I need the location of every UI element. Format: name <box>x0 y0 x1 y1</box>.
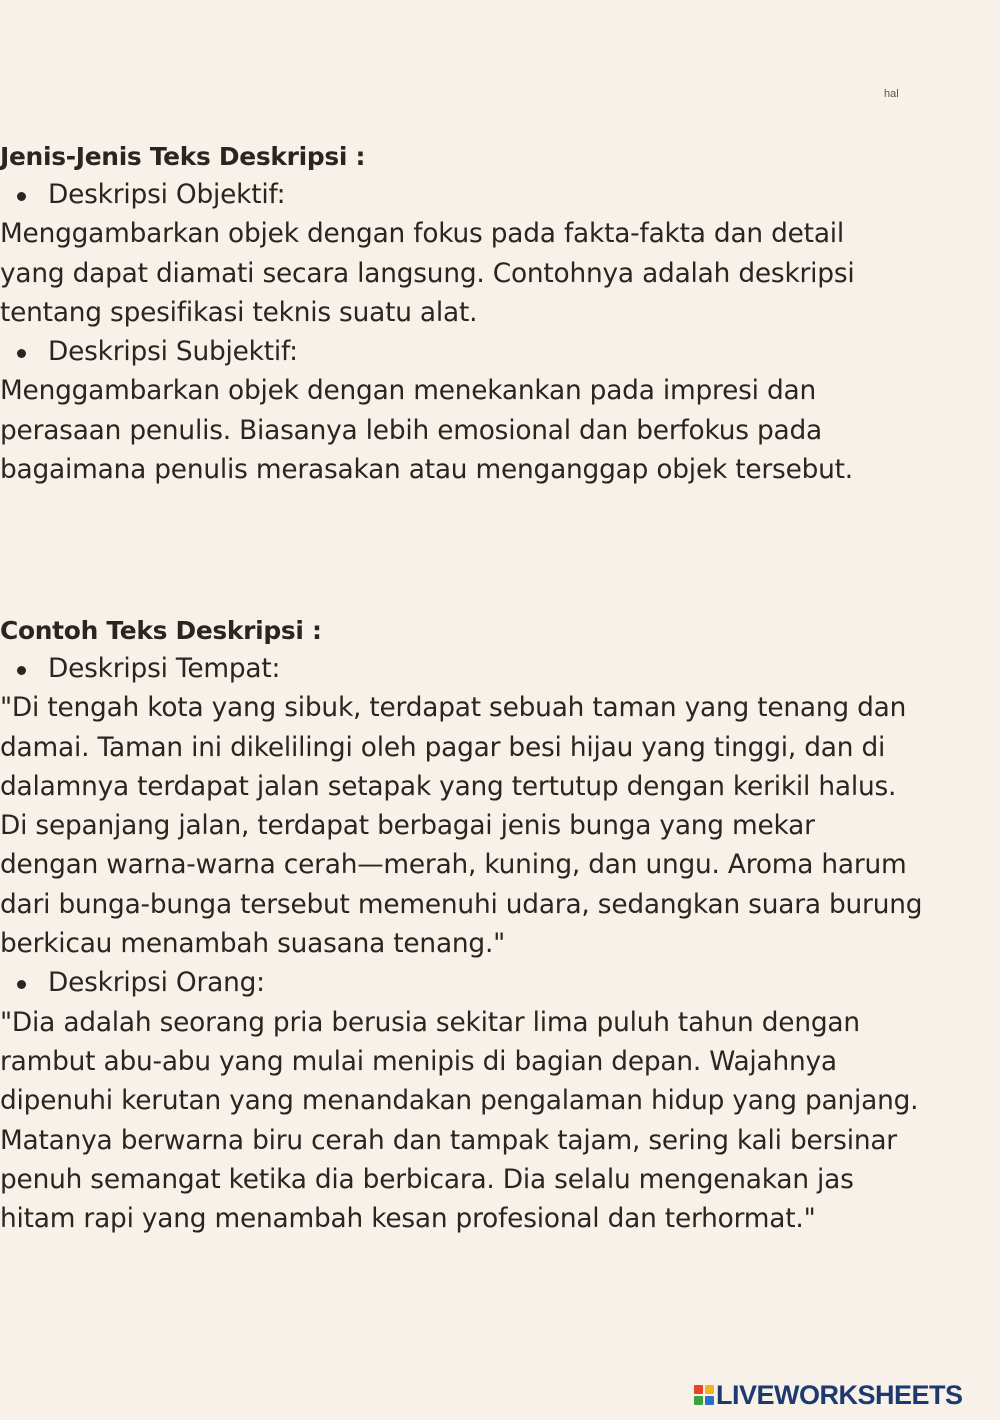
bullet-label: Deskripsi Objektif: <box>48 180 286 210</box>
liveworksheets-logo[interactable] <box>694 1380 963 1410</box>
paragraph-line: bagaimana penulis merasakan atau menganggap objek tersebut. <box>0 455 853 486</box>
bullet-label: Deskripsi Subjektif: <box>48 337 298 368</box>
section-contoh-teks-deskripsi <box>0 611 1000 1239</box>
section-heading: Contoh Teks Deskripsi : <box>0 616 322 645</box>
paragraph-line: "Dia adalah seorang pria berusia sekitar lima puluh tahun dengan <box>0 1007 860 1038</box>
paragraph-line: Di sepanjang jalan, terdapat berbagai jenis bunga yang mekar <box>0 811 815 842</box>
paragraph-line: berkicau menambah suasana tenang." <box>0 929 506 960</box>
paragraph-line: hitam rapi yang menambah kesan profesional dan terhormat." <box>0 1204 816 1235</box>
bullet-item-objektif <box>0 176 1000 215</box>
logo-square-green <box>694 1396 703 1405</box>
paragraph-line: perasaan penulis. Biasanya lebih emosional dan berfokus pada <box>0 415 822 446</box>
paragraph-line: yang dapat diamati secara langsung. Contohnya adalah deskripsi <box>0 258 855 289</box>
paragraph-line: dipenuhi kerutan yang menandakan pengalaman hidup yang panjang. <box>0 1086 919 1117</box>
paragraph-line: rambut abu-abu yang mulai menipis di bagian depan. Wajahnya <box>0 1046 837 1077</box>
paragraph-line: dari bunga-bunga tersebut memenuhi udara, sedangkan suara burung <box>0 889 923 920</box>
paragraph-objektif <box>0 215 1000 333</box>
logo-square-yellow <box>705 1385 714 1394</box>
page-label: hal <box>884 88 899 100</box>
logo-square-red <box>694 1385 703 1394</box>
paragraph-orang <box>0 1004 1000 1240</box>
paragraph-line: "Di tengah kota yang sibuk, terdapat sebuah taman yang tenang dan <box>0 693 907 724</box>
bullet-item-subjektif <box>0 333 1000 372</box>
bullet-label: Deskripsi Tempat: <box>48 654 281 684</box>
section-jenis-teks-deskripsi <box>0 137 1000 490</box>
bullet-item-orang <box>0 964 1000 1003</box>
logo-square-blue <box>705 1396 714 1405</box>
liveworksheets-logo-icon <box>694 1385 714 1405</box>
paragraph-line: tentang spesifikasi teknis suatu alat. <box>0 297 478 328</box>
paragraph-line: Menggambarkan objek dengan fokus pada fakta-fakta dan detail <box>0 219 845 250</box>
paragraph-line: dengan warna-warna cerah—merah, kuning, dan ungu. Aroma harum <box>0 850 907 881</box>
bullet-dot-icon <box>17 349 26 358</box>
paragraph-subjektif <box>0 372 1000 490</box>
paragraph-tempat <box>0 689 1000 964</box>
paragraph-line: penuh semangat ketika dia berbicara. Dia selalu mengenakan jas <box>0 1164 854 1195</box>
logo-text: LIVEWORKSHEETS <box>716 1379 963 1410</box>
paragraph-line: Matanya berwarna biru cerah dan tampak tajam, sering kali bersinar <box>0 1125 897 1156</box>
bullet-item-tempat <box>0 650 1000 689</box>
paragraph-line: damai. Taman ini dikelilingi oleh pagar besi hijau yang tinggi, dan di <box>0 732 886 763</box>
bullet-dot-icon <box>17 192 26 201</box>
bullet-dot-icon <box>17 980 26 989</box>
paragraph-line: dalamnya terdapat jalan setapak yang tertutup dengan kerikil halus. <box>0 771 897 802</box>
bullet-label: Deskripsi Orang: <box>48 968 265 999</box>
bullet-dot-icon <box>17 666 26 675</box>
section-heading: Jenis-Jenis Teks Deskripsi : <box>0 142 366 171</box>
paragraph-line: Menggambarkan objek dengan menekankan pada impresi dan <box>0 376 816 407</box>
